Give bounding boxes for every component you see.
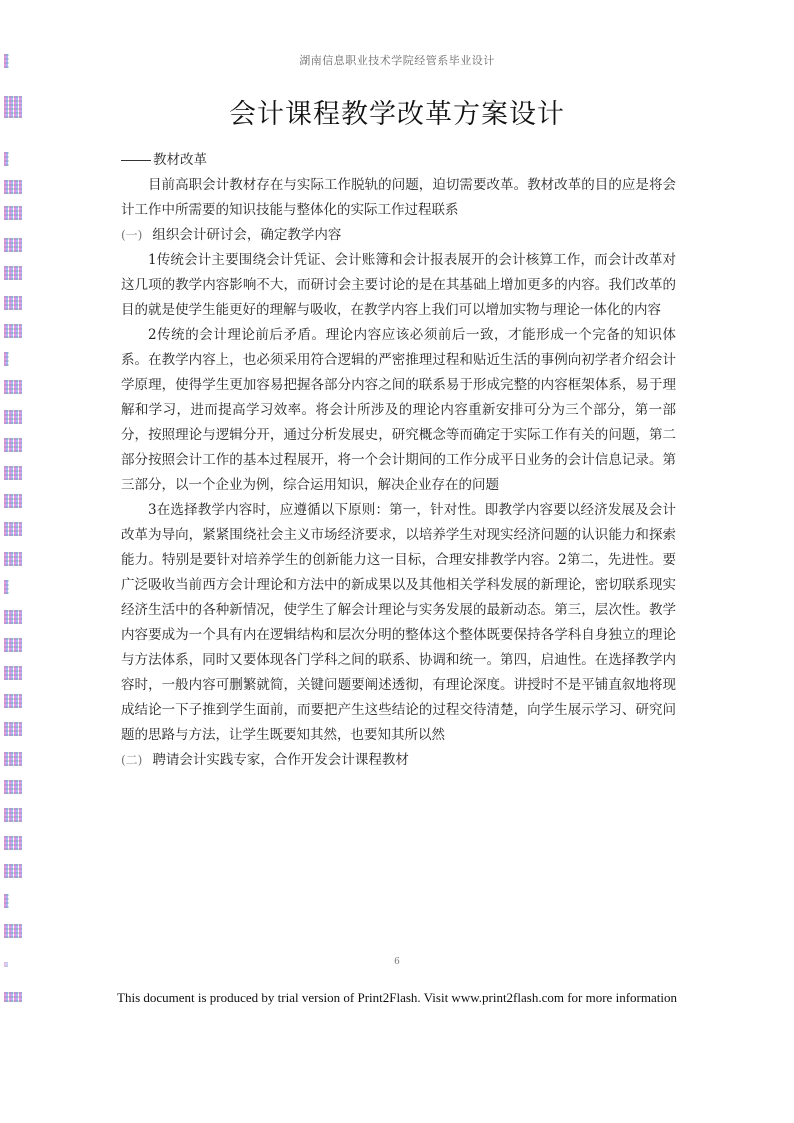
margin-mark [4, 752, 22, 766]
sub-heading-number: (二) [121, 753, 143, 767]
margin-mark [4, 352, 9, 366]
margin-mark [4, 638, 22, 652]
section-heading-text: 教材改革 [153, 152, 207, 168]
sub-heading-text: 组织会计研讨会，确定教学内容 [152, 227, 342, 243]
margin-mark [4, 666, 22, 680]
margin-mark [4, 266, 22, 280]
margin-mark [4, 152, 9, 166]
margin-mark [4, 780, 22, 794]
margin-mark [4, 494, 22, 508]
section-heading [121, 148, 676, 173]
margin-mark [4, 438, 22, 452]
sub-heading-text: 聘请会计实践专家，合作开发会计课程教材 [152, 752, 409, 768]
margin-mark [4, 380, 22, 394]
margin-mark [4, 722, 22, 736]
margin-mark [4, 894, 9, 908]
margin-mark [4, 410, 22, 424]
sub-heading [121, 223, 676, 248]
margin-mark [4, 522, 22, 536]
margin-mark [4, 180, 22, 194]
paragraph: 1传统会计主要围绕会计凭证、会计账簿和会计报表展开的会计核算工作，而会计改革对这几项的教学内容影响不大，而研讨会主要讨论的是在其基础上增加更多的内容。我们改革的目的就是使学生能更好的理解与吸收，在教学内容上我们可以增加实物与理论一体化的内容 [121, 252, 676, 318]
paragraph: 目前高职会计教材存在与实际工作脱轨的问题，迫切需要改革。教材改革的目的应是将会计工作中所需要的知识技能与整体化的实际工作过程联系 [121, 177, 676, 218]
margin-mark [4, 808, 22, 822]
paragraph: 2传统的会计理论前后矛盾。理论内容应该必须前后一致，才能形成一个完备的知识体系。在教学内容上，也必须采用符合逻辑的严密推理过程和贴近生活的事例向初学者介绍会计学原理，使得学生更加容易把握各部分内容之间的联系易于形成完整的内容框架体系，易于理解和学习，进而提高学习效率。将会计所涉及的理论内容重新安排可分为三个部分，第一部分，按照理论与逻辑分开，通过分析发展史，研究概念等而确定于实际工作有关的问题，第二部分按照会计工作的基本过程展开，将一个会计期间的工作分成平日业务的会计信息记录。第三部分，以一个企业为例，综合运用知识，解决企业存在的问题 [121, 327, 676, 493]
margin-mark [4, 296, 22, 310]
margin-mark [4, 610, 22, 624]
margin-mark [4, 552, 22, 566]
margin-mark [4, 580, 9, 594]
margin-mark [4, 924, 22, 938]
page-number: 6 [394, 957, 400, 967]
margin-mark [4, 324, 22, 338]
paragraph: 3在选择教学内容时，应遵循以下原则：第一，针对性。即教学内容要以经济发展及会计改革为导向，紧紧围绕社会主义市场经济要求，以培养学生对现实经济问题的认识能力和探索能力。特别是要针对培养学生的创新能力这一目标，合理安排教学内容。2第二，先进性。要广泛吸收当前西方会计理论和方法中的新成果以及其他相关学科发展的新理论，密切联系现实经济生活中的各种新情况，使学生了解会计理论与实务发展的最新动态。第三，层次性。教学内容要成为一个具有内在逻辑结构和层次分明的整体这个整体既要保持各学科自身独立的理论与方法体系，同时又要体现各门学科之间的联系、协调和统一。第四，启迪性。在选择教学内容时，一般内容可删繁就简，关键问题要阐述透彻，有理论深度。讲授时不是平铺直叙地将现成结论一下子推到学生面前，而要把产生这些结论的过程交待清楚，向学生展示学习、研究问题的思路与方法，让学生既要知其然，也要知其所以然 [121, 502, 676, 743]
margin-artifacts [2, 0, 22, 1123]
margin-mark [4, 864, 22, 878]
trial-watermark-footer: This document is produced by trial version of Print2Flash. Visit www.print2flash.com for more information [117, 990, 677, 1005]
document-title: 会计课程教学改革方案设计 [229, 99, 565, 130]
margin-mark [4, 694, 22, 708]
sub-heading-number: (一) [121, 228, 143, 242]
margin-mark [4, 836, 22, 850]
margin-mark [4, 238, 22, 252]
sub-heading [121, 748, 676, 773]
page-header: 湖南信息职业技术学院经管系毕业设计 [299, 54, 495, 67]
margin-mark [4, 466, 22, 480]
heading-underline [121, 159, 151, 161]
margin-mark [4, 206, 22, 220]
document-body [121, 148, 676, 773]
